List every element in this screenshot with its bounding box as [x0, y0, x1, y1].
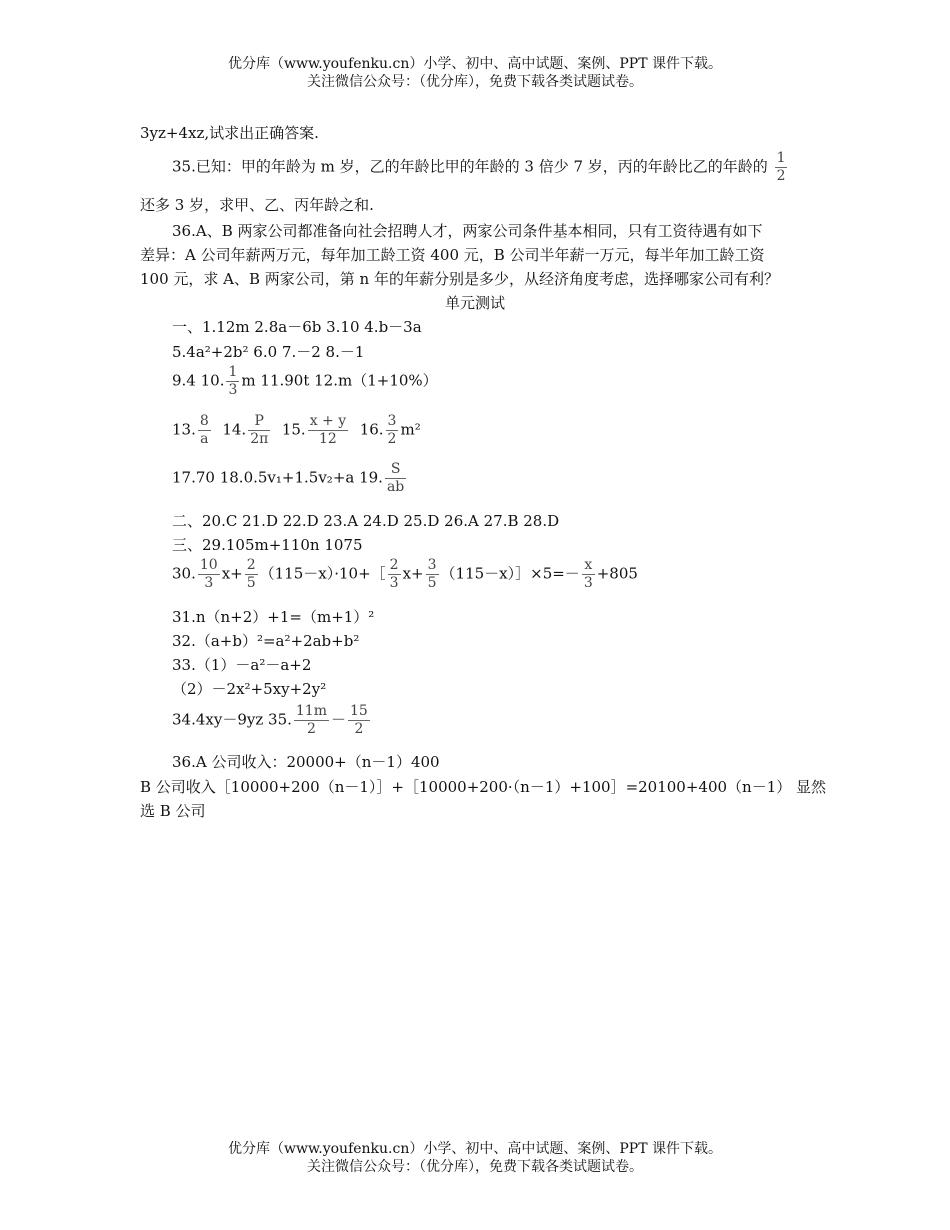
fraction-11m-2 — [294, 703, 329, 738]
answer-35-minus: － — [330, 710, 346, 729]
fraction-numerator: 8 — [199, 413, 209, 429]
answer-30-part: +805 — [596, 564, 638, 583]
answer-16-label: 16. — [359, 420, 384, 439]
fraction-xy-12 — [308, 413, 348, 448]
answer-line-36-2: B 公司收入［10000+200（n－1）］+［10000+200·（n－1）+100］=20100+400（n－1） 显然 — [140, 778, 827, 796]
fraction-denominator: 3 — [583, 575, 593, 591]
answer-30-part: x+ — [402, 564, 424, 583]
answer-line-9 — [172, 364, 438, 399]
fraction-denominator: 2 — [354, 721, 364, 737]
answer-30-part: （115－x）·10+［ — [259, 564, 386, 583]
fraction-denominator: 5 — [246, 575, 256, 591]
answer-line-33-2: （2）－2x²+5xy+2y² — [172, 680, 327, 698]
problem-36-line-2: 差异：A 公司年薪两万元，每年加工龄工资 400 元，B 公司半年薪一万元，每半年加工龄工资 — [140, 246, 765, 264]
fraction-x-3 — [582, 557, 595, 592]
fraction-numerator: 10 — [199, 557, 218, 573]
fraction-numerator: 3 — [387, 413, 397, 429]
fraction-denominator: ab — [386, 479, 405, 495]
answer-line-34 — [172, 703, 372, 738]
answer-9-suffix: m 11.90t 12.m（1+10%） — [241, 371, 438, 390]
fraction-denominator: 3 — [389, 575, 399, 591]
fraction-numerator: x — [582, 557, 595, 575]
problem-36-line-1: 36.A、B 两家公司都准备向社会招聘人才，两家公司条件基本相同，只有工资待遇有如下 — [172, 222, 763, 240]
answer-13-label: 13. — [172, 420, 196, 439]
fraction-numerator: P — [248, 413, 270, 431]
answer-line-36-3: 选 B 公司 — [140, 802, 206, 820]
footer-line-1: 优分库（www.youfenku.cn）小学、初中、高中试题、案例、PPT 课件下载。 — [227, 1141, 722, 1157]
fraction-numerator: 3 — [427, 557, 437, 573]
fraction-numerator: 1 — [776, 150, 786, 166]
header-line-2: 关注微信公众号：（优分库），免费下载各类试题试卷。 — [307, 74, 643, 90]
fraction-denominator: 5 — [427, 575, 437, 591]
answer-line-36-1: 36.A 公司收入：20000+（n－1）400 — [172, 753, 440, 771]
fraction-denominator: 12 — [319, 431, 337, 447]
problem-35-line-2: 还多 3 岁，求甲、乙、丙年龄之和. — [140, 196, 374, 214]
footer-line-2: 关注微信公众号：（优分库），免费下载各类试题试卷。 — [307, 1159, 643, 1175]
fraction-denominator: 2 — [306, 721, 316, 737]
answer-14-label: 14. — [222, 420, 247, 439]
problem-35-text-a: 35.已知：甲的年龄为 m 岁，乙的年龄比甲的年龄的 3 倍少 7 岁，丙的年龄比乙的年龄的 — [172, 157, 768, 176]
fraction-one-half — [775, 150, 788, 185]
fraction-denominator: 2 — [387, 431, 397, 447]
answer-line-1: 一、1.12m 2.8a－6b 3.10 4.b－3a — [172, 318, 422, 336]
fraction-numerator: x + y — [309, 413, 347, 429]
problem-35-line-1 — [172, 150, 789, 185]
answer-17-text: 17.70 18.0.5v₁+1.5v₂+a 19. — [172, 468, 383, 487]
answer-line-29: 三、29.105m+110n 1075 — [172, 536, 363, 554]
fraction-8-a — [198, 413, 211, 448]
fraction-numerator: 11m — [295, 703, 327, 719]
answer-line-5: 5.4a²+2b² 6.0 7.－2 8.－1 — [172, 343, 365, 361]
fraction-denominator: 3 — [228, 382, 238, 398]
header-line-1: 优分库（www.youfenku.cn）小学、初中、高中试题、案例、PPT 课件下载。 — [227, 56, 722, 72]
answer-30-part: （115－x）］×5=－ — [440, 564, 580, 583]
problem-34-tail: 3yz+4xz,试求出正确答案. — [140, 124, 319, 142]
answer-9-prefix: 9.4 10. — [172, 371, 225, 390]
answer-15-label: 15. — [281, 420, 306, 439]
fraction-numerator: 2 — [246, 557, 256, 573]
answer-line-30 — [172, 557, 638, 592]
fraction-denominator: 2π — [250, 431, 269, 447]
answer-30-part: x+ — [221, 564, 243, 583]
fraction-denominator: 3 — [204, 575, 214, 591]
answer-30-label: 30. — [172, 564, 196, 583]
fraction-2-3 — [388, 557, 401, 592]
fraction-10-3 — [198, 557, 220, 592]
fraction-15-2 — [348, 703, 370, 738]
answer-line-31: 31.n（n+2）+1=（m+1）² — [172, 608, 375, 626]
answers-title: 单元测试 — [444, 294, 505, 312]
fraction-denominator: 2 — [776, 168, 786, 184]
answer-line-32: 32.（a+b）²=a²+2ab+b² — [172, 632, 360, 650]
fraction-numerator: 2 — [389, 557, 399, 573]
fraction-denominator: a — [200, 431, 209, 447]
answer-line-13 — [172, 413, 421, 448]
fraction-3-5 — [426, 557, 439, 592]
answer-line-33-1: 33.（1）－a²－a+2 — [172, 656, 312, 674]
fraction-numerator: 15 — [350, 703, 368, 719]
fraction-p-2pi — [248, 413, 270, 448]
answer-34-text: 34.4xy－9yz 35. — [172, 710, 292, 729]
fraction-s-ab — [385, 461, 406, 496]
fraction-3-2 — [386, 413, 399, 448]
problem-36-line-3: 100 元，求 A、B 两家公司，第 n 年的年薪分别是多少，从经济角度考虑，选择哪家公司有利？ — [140, 270, 779, 288]
fraction-2-5 — [245, 557, 258, 592]
answer-line-17 — [172, 461, 408, 496]
fraction-numerator: 1 — [228, 364, 238, 380]
answer-16-suffix: m² — [400, 420, 421, 439]
fraction-1-3 — [226, 364, 239, 399]
fraction-numerator: S — [385, 461, 406, 479]
answer-line-20: 二、20.C 21.D 22.D 23.A 24.D 25.D 26.A 27.B 28.D — [172, 512, 560, 530]
